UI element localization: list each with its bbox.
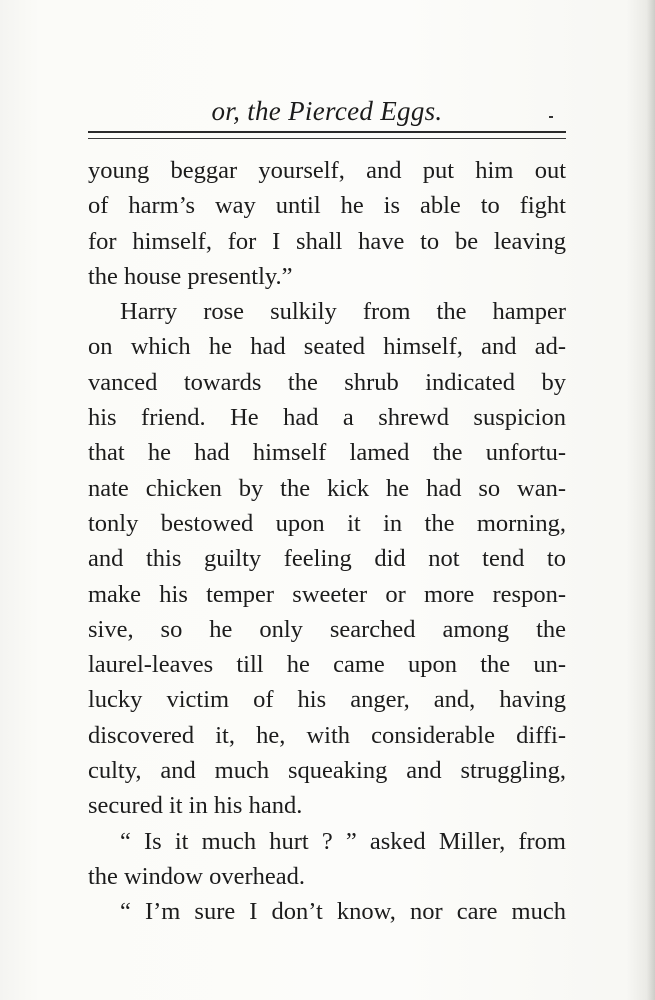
text-line: vanced towards the shrub indicated by bbox=[88, 368, 566, 396]
text-line: his friend. He had a shrewd suspicion bbox=[88, 404, 566, 432]
text-line: that he had himself lamed the unfortu- bbox=[88, 439, 566, 467]
page-edge-shadow bbox=[627, 0, 655, 1000]
header-rule-thin bbox=[88, 138, 566, 139]
body-text bbox=[88, 153, 566, 930]
text-line: discovered it, he, with considerable diffi- bbox=[88, 721, 566, 749]
running-head: or, the Pierced Eggs. bbox=[211, 96, 443, 126]
text-line: young beggar yourself, and put him out bbox=[88, 157, 566, 184]
text-line: laurel-leaves till he came upon the un- bbox=[88, 651, 566, 679]
ink-fleck bbox=[549, 116, 553, 118]
text-line: for himself, for I shall have to be leaving bbox=[88, 227, 566, 255]
header-rule-thick bbox=[88, 131, 566, 133]
text-line: culty, and much squeaking and struggling, bbox=[88, 757, 566, 785]
text-line: make his temper sweeter or more respon- bbox=[88, 580, 566, 608]
text-line: the house presently.” bbox=[88, 262, 293, 290]
text-line: of harm’s way until he is able to fight bbox=[88, 192, 566, 220]
text-line: “ Is it much hurt ? ” asked Miller, from bbox=[120, 827, 566, 855]
text-line: tonly bestowed upon it in the morning, bbox=[88, 509, 566, 537]
text-line: sive, so he only searched among the bbox=[88, 615, 566, 643]
text-line: secured it in his hand. bbox=[88, 792, 303, 820]
text-line: the window overhead. bbox=[88, 862, 306, 890]
text-line: on which he had seated himself, and ad- bbox=[88, 333, 566, 361]
text-line: lucky victim of his anger, and, having bbox=[88, 686, 566, 714]
text-line: “ I’m sure I don’t know, nor care much bbox=[120, 898, 566, 926]
text-line: nate chicken by the kick he had so wan- bbox=[88, 474, 566, 502]
text-line: and this guilty feeling did not tend to bbox=[88, 545, 566, 573]
text-line: Harry rose sulkily from the hamper bbox=[120, 298, 566, 326]
